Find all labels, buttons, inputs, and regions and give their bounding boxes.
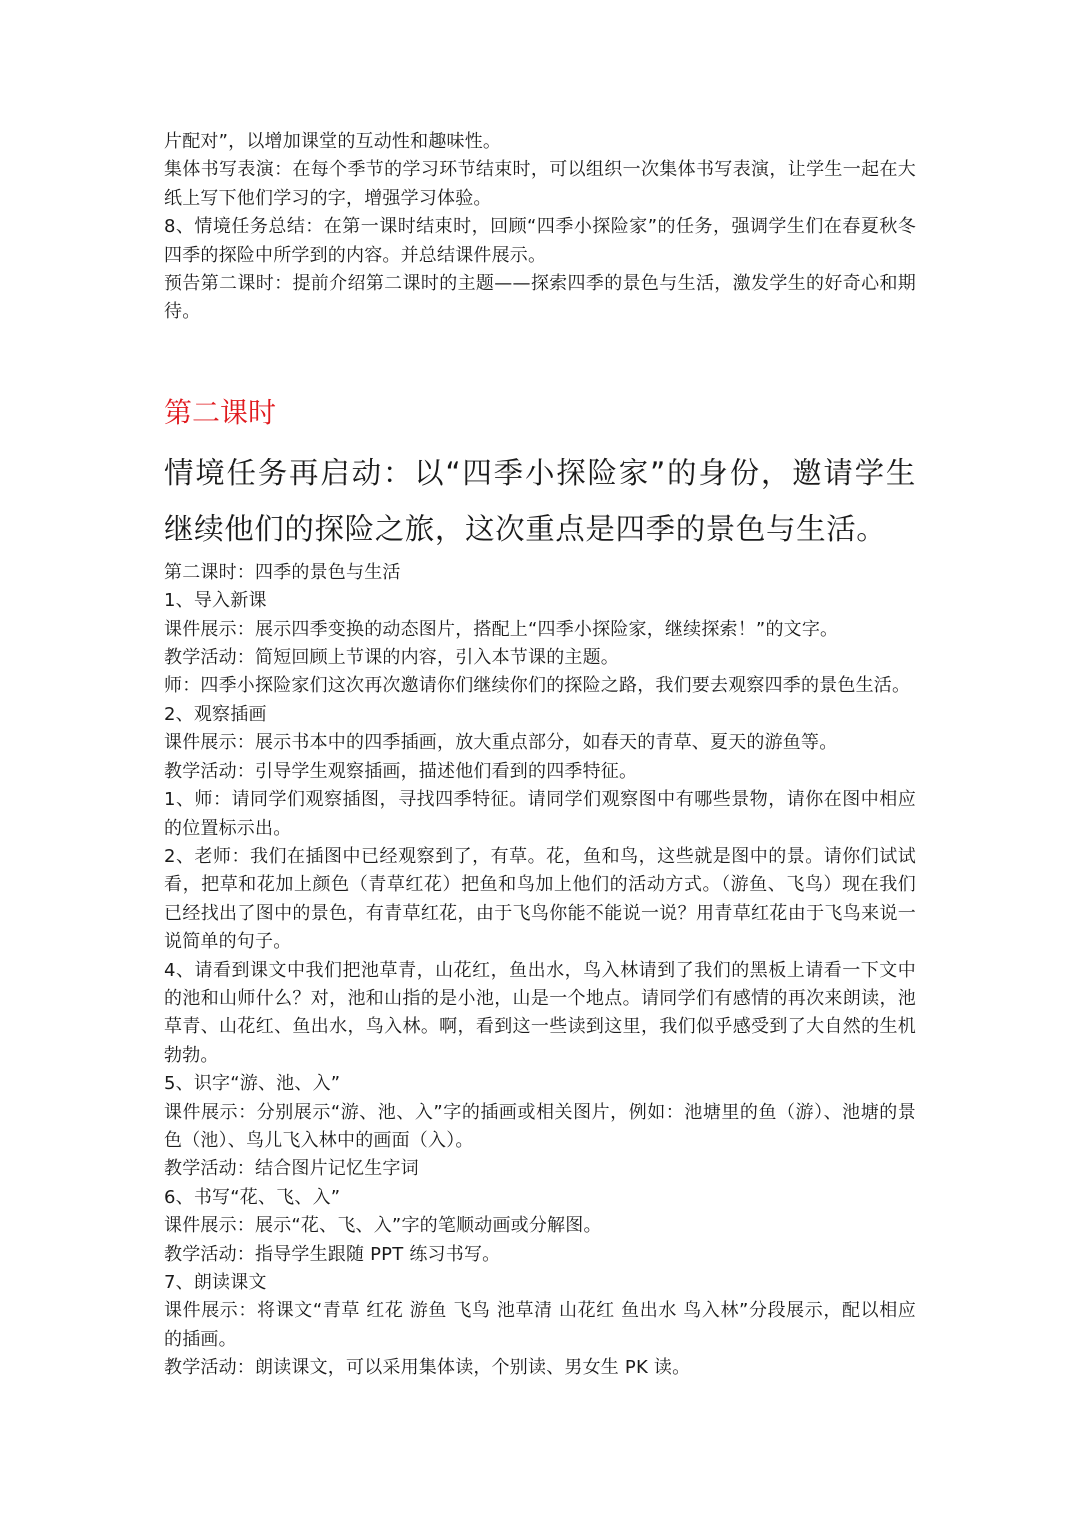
paragraph-group-writing: 集体书写表演：在每个季节的学习环节结束时，可以组织一次集体书写表演，让学生一起在大纸上写下他们学习的字，增强学习体验。: [164, 159, 916, 209]
paragraph: 2、老师：我们在插图中已经观察到了，有草。花，鱼和鸟，这些就是图中的景。请你们试试看，把草和花加上颜色（青草红花）把鱼和鸟加上他们的活动方式。（游鱼、飞鸟）现在我们已经找出了图中的景色，有青草红花，由于飞鸟你能不能说一说？用青草红花由于飞鸟来说一说简单的句子。: [164, 845, 916, 953]
paragraph: 教学活动：指导学生跟随 PPT 练习书写。: [164, 1243, 501, 1265]
paragraph: 课件展示：展示书本中的四季插画，放大重点部分，如春天的青草、夏天的游鱼等。: [164, 732, 838, 754]
paragraph-task-summary: 8、情境任务总结：在第一课时结束时，回顾“四季小探险家”的任务，强调学生们在春夏秋冬四季的探险中所学到的内容。并总结课件展示。: [164, 216, 916, 266]
paragraph: 教学活动：引导学生观察插画，描述他们看到的四季特征。: [164, 760, 638, 782]
document-page: [164, 128, 916, 1383]
paragraph: 课件展示：展示四季变换的动态图片，搭配上“四季小探险家，继续探索！”的文字。: [164, 618, 839, 640]
paragraph: 4、请看到课文中我们把池草青，山花红，鱼出水，鸟入林请到了我们的黑板上请看一下文中的池和山师什么？对，池和山指的是小池，山是一个地点。请同学们有感情的再次来朗读，池草青、山花红、鱼出水，鸟入林。啊，看到这一些读到这里，我们似乎感受到了大自然的生机勃勃。: [164, 959, 916, 1066]
section-title: 第二课时: [164, 395, 277, 429]
paragraph: 教学活动：结合图片记忆生字词: [164, 1158, 419, 1180]
step-heading: 6、书写“花、飞、入”: [164, 1186, 341, 1208]
paragraph: 课件展示：展示“花、飞、入”字的笔顺动画或分解图。: [164, 1215, 602, 1237]
paragraph: 师：四季小探险家们这次再次邀请你们继续你们的探险之路，我们要去观察四季的景色生活。: [164, 675, 911, 697]
paragraph: 教学活动：朗读课文，可以采用集体读，个别读、男女生 PK 读。: [164, 1357, 691, 1379]
step-heading: 2、观察插画: [164, 703, 267, 725]
lesson-subtitle: 第二课时：四季的景色与生活: [164, 561, 401, 583]
section-spacer: [164, 327, 916, 393]
paragraph: 教学活动：简短回顾上节课的内容，引入本节课的主题。: [164, 647, 619, 669]
paragraph-preview-lesson-two: 预告第二课时：提前介绍第二课时的主题——探索四季的景色与生活，激发学生的好奇心和期待。: [164, 273, 916, 323]
paragraph: 1、师：请同学们观察插图，寻找四季特征。请同学们观察图中有哪些景物，请你在图中相应的位置标示出。: [164, 789, 916, 839]
step-heading: 7、朗读课文: [164, 1272, 267, 1293]
step-heading: 1、导入新课: [164, 590, 267, 612]
paragraph: 课件展示：将课文“青草 红花 游鱼 飞鸟 池草清 山花红 鱼出水 鸟入林”分段展示，配以相应的插画。: [164, 1300, 916, 1350]
step-heading: 5、识字“游、池、入”: [164, 1073, 341, 1095]
scenario-heading: 情境任务再启动：以“四季小探险家”的身份，邀请学生继续他们的探险之旅，这次重点是四季的景色与生活。: [164, 455, 916, 546]
paragraph-card-matching: 片配对”，以增加课堂的互动性和趣味性。: [164, 131, 502, 152]
paragraph: 课件展示：分别展示“游、池、入”字的插画或相关图片，例如：池塘里的鱼（游）、池塘的景色（池）、鸟儿飞入林中的画面（入）。: [164, 1101, 916, 1151]
